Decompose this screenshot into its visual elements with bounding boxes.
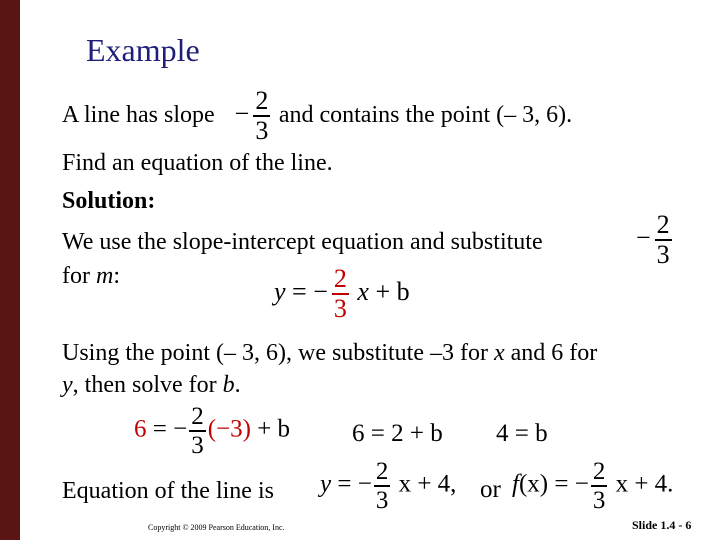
line1-after: and contains the point (– 3, 6). — [278, 101, 573, 128]
simplified-equation: 6 = 2 + b — [352, 420, 443, 447]
b-value-equation: 4 = b — [496, 420, 548, 447]
solution-heading: Solution: — [62, 188, 156, 214]
slide-number: Slide 1.4 - 6 — [632, 518, 692, 532]
copyright-text: Copyright © 2009 Pearson Education, Inc. — [148, 523, 285, 532]
substitution-equation: 6 = − $\frac{2}{3}$ (−3) + b — [134, 403, 291, 459]
slope-fraction: − $\frac{2}{3}$ — [234, 86, 269, 145]
final-equation-y: y = − $\frac{2}{3}$ x + 4, — [320, 458, 457, 514]
problem-line-1 — [62, 88, 572, 144]
slope-intercept-equation: y = − $\frac{2}{3}$ x + b — [274, 264, 410, 323]
line1-before: A line has slope — [62, 101, 215, 128]
point-line-2: y, then solve for b. — [62, 372, 241, 398]
solution-line-1: We use the slope-intercept equation and substitute — [62, 229, 543, 255]
left-accent-bar — [0, 0, 20, 540]
substitute-fraction: − $\frac{2}{3}$ — [636, 210, 670, 269]
final-equation-f: f(x) = − $\frac{2}{3}$ x + 4. — [512, 458, 674, 514]
problem-line-2: Find an equation of the line. — [62, 150, 333, 176]
solution-line-2: for m: — [62, 263, 120, 289]
point-line-1: Using the point (– 3, 6), we substitute –3 for x and 6 for — [62, 340, 598, 366]
or-word: or — [480, 476, 501, 503]
final-label: Equation of the line is — [62, 478, 274, 504]
slide-title: Example — [86, 32, 200, 68]
